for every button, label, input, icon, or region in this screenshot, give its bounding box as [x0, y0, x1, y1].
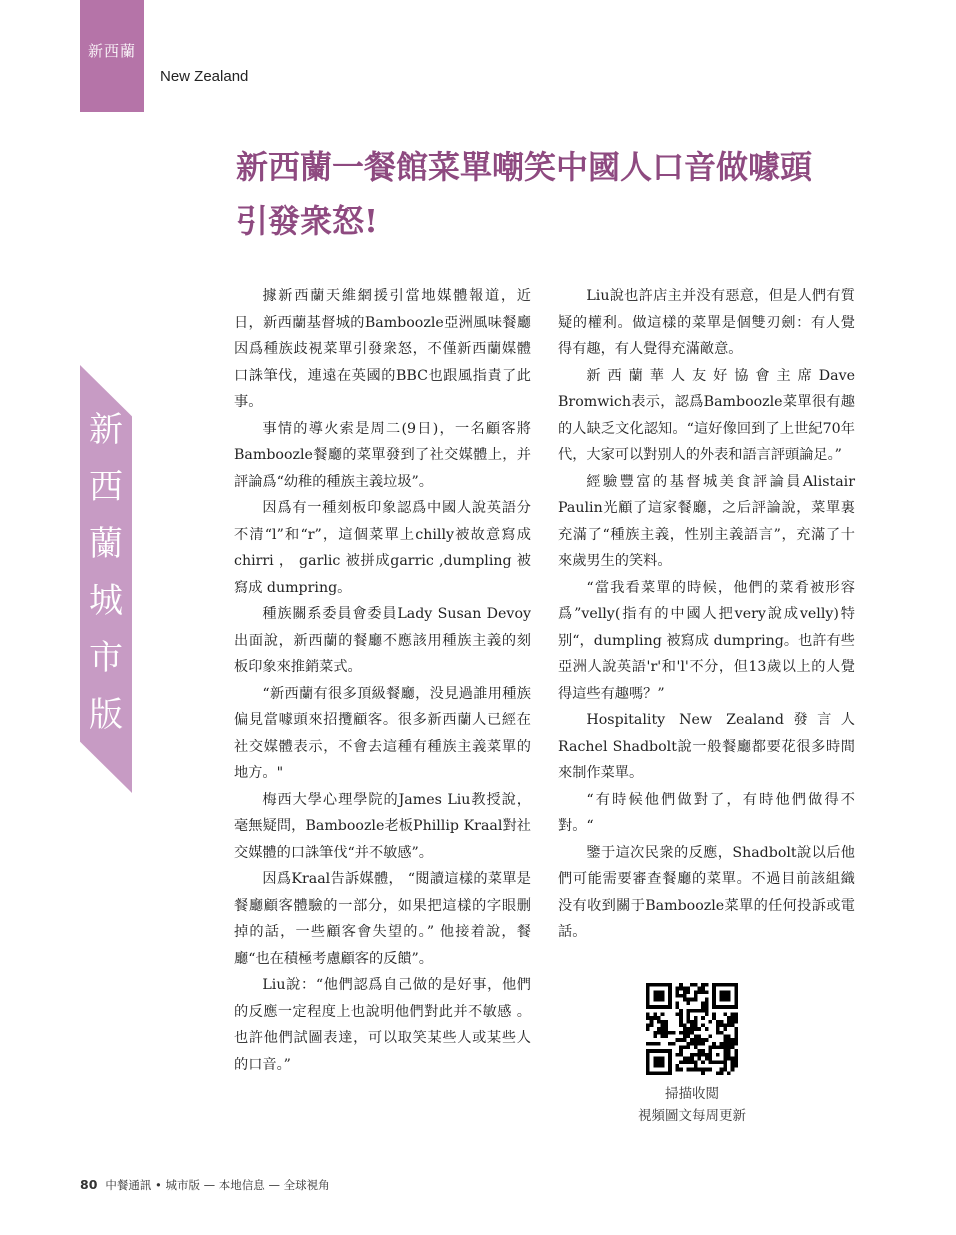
paragraph: 事情的導火索是周二(9日)，一名顧客將Bamboozle餐廳的菜單發到了社交媒體上，并評論爲“幼稚的種族主義垃圾”。 [234, 420, 531, 490]
paragraph: Liu說：“他們認爲自己做的是好事，他們的反應一定程度上也說明他們對此并不敏感 。也許他們試圖表達，可以取笑某些人或某些人的口音。” [234, 977, 531, 1073]
paragraph: “當我看菜單的時候，他們的菜肴被形容爲”velly(指有的中國人把very說成velly)特别“，dumpling 被寫成 dumpring。也許有些亞洲人說英語'r'和'l'不分，但13歲以上的人覺得這些有趣嗎？” [558, 579, 855, 702]
paragraph: Liu說也許店主并没有惡意，但是人們有質疑的權利。做這樣的菜單是個雙刃劍：有人覺得有趣，有人覺得充滿敵意。 [558, 288, 855, 357]
footer-text: 中餐通訊 • 城市版 — 本地信息 — 全球視角 [105, 1178, 330, 1192]
paragraph: “有時候他們做對了，有時他們做得不對。“ [558, 791, 855, 834]
paragraph: 種族關系委員會委員Lady Susan Devoy出面說，新西蘭的餐廳不應該用種族主義的刻板印象來推銷菜式。 [234, 606, 531, 675]
paragraph: Hospitality New Zealand發言人Rachel Shadbolt說一般餐廳都要花很多時間來制作菜單。 [558, 712, 855, 781]
qr-caption [600, 1083, 784, 1127]
article-column-right [558, 283, 855, 946]
qr-caption-line-2: 視頻圖文每周更新 [638, 1108, 746, 1124]
qr-caption-line-1: 掃描收閲 [665, 1086, 719, 1102]
qr-code[interactable] [646, 983, 738, 1075]
headline-line-2: 引發衆怒! [236, 202, 379, 240]
paragraph: 因爲有一種刻板印象認爲中國人說英語分不清“l”和“r”，這個菜單上chilly被故意寫成chirri ， garlic 被拼成garric ,dumpling 被寫成 dumpring。 [234, 500, 531, 596]
article-column-left [234, 283, 531, 1078]
side-char: 蘭 [89, 524, 123, 564]
paragraph: 據新西蘭天維網援引當地媒體報道，近日，新西蘭基督城的Bamboozle亞洲風味餐廳因爲種族歧視菜單引發衆怒，不僅新西蘭媒體口誅筆伐，連遠在英國的BBC也跟風指責了此事。 [234, 288, 531, 410]
section-tab-label: 新西蘭 [87, 42, 136, 60]
side-char: 版 [89, 695, 123, 735]
side-char: 市 [89, 638, 123, 678]
page-number: 80 [80, 1177, 98, 1192]
paragraph: 經驗豐富的基督城美食評論員Alistair Paulin光顧了這家餐廳，之后評論說，菜單裏充滿了“種族主義，性别主義語言”，充滿了十來歲男生的笑料。 [558, 473, 855, 569]
paragraph: “新西蘭有很多頂級餐廳，没見過誰用種族偏見當噱頭來招攬顧客。很多新西蘭人已經在社交媒體表示，不會去這種有種族主義菜單的地方。" [234, 685, 531, 781]
side-char: 新 [89, 410, 123, 450]
paragraph: 新西蘭華人友好協會主席Dave Bromwich表示，認爲Bamboozle菜單很有趣的人缺乏文化認知。“這好像回到了上世紀70年代，大家可以對别人的外表和語言評頭論足。” [558, 367, 855, 463]
side-char: 西 [89, 467, 123, 507]
headline-line-1: 新西蘭一餐館菜單嘲笑中國人口音做噱頭 [236, 148, 813, 186]
article-headline [236, 140, 866, 248]
region-label: New Zealand [160, 68, 249, 85]
paragraph: 因爲Kraal告訴媒體， “閱讀這樣的菜單是餐廳顧客體驗的一部分，如果把這樣的字眼删掉的話，一些顧客會失望的。” 他接着說，餐廳“也在積極考慮顧客的反饋”。 [234, 871, 531, 967]
paragraph: 鑒于這次民衆的反應，Shadbolt說以后他們可能需要審查餐廳的菜單。不過目前該組織没有收到關于Bamboozle菜單的任何投訴或電話。 [558, 844, 855, 940]
side-vertical-label [80, 402, 132, 744]
paragraph: 梅西大學心理學院的James Liu教授說，毫無疑問，Bamboozle老板Phillip Kraal對社交媒體的口誅筆伐“并不敏感”。 [234, 791, 531, 861]
side-char: 城 [89, 581, 123, 621]
page-footer [80, 1177, 330, 1193]
